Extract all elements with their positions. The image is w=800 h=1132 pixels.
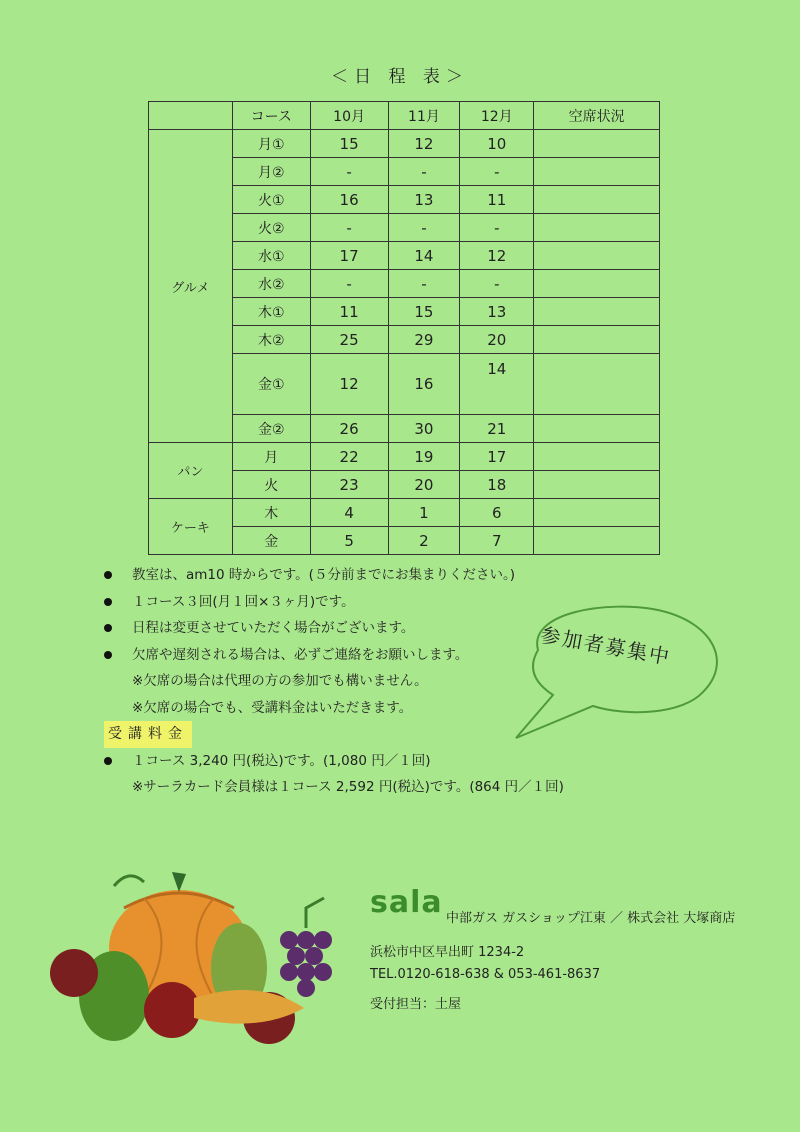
vacancy-cell: [534, 270, 660, 298]
oct-cell: 11: [310, 298, 388, 326]
dec-cell: 13: [460, 298, 534, 326]
day-cell: 金: [232, 527, 310, 555]
footer: [370, 885, 736, 1019]
fee-member: ※サーラカード会員様は１コース 2,592 円(税込)です。(864 円／１回): [132, 779, 564, 795]
bullet-icon: [104, 651, 112, 659]
dec-cell: -: [460, 214, 534, 242]
header-blank: [149, 102, 233, 130]
nov-cell: -: [388, 270, 460, 298]
vacancy-cell: [534, 499, 660, 527]
day-cell: 火②: [232, 214, 310, 242]
table-row: [149, 499, 660, 527]
oct-cell: 15: [310, 130, 388, 158]
vacancy-cell: [534, 186, 660, 214]
oct-cell: -: [310, 270, 388, 298]
header-nov: 11月: [388, 102, 460, 130]
nov-cell: 29: [388, 326, 460, 354]
nov-cell: 2: [388, 527, 460, 555]
oct-cell: 16: [310, 186, 388, 214]
oct-cell: 23: [310, 471, 388, 499]
vacancy-cell: [534, 527, 660, 555]
header-vacancy: 空席状況: [534, 102, 660, 130]
contact-person: 受付担当：土屋: [370, 997, 462, 1012]
table-row: [149, 130, 660, 158]
dec-cell: 21: [460, 415, 534, 443]
vacancy-cell: [534, 443, 660, 471]
oct-cell: 5: [310, 527, 388, 555]
nov-cell: 14: [388, 242, 460, 270]
day-cell: 木: [232, 499, 310, 527]
dec-cell: 14: [460, 354, 534, 415]
oct-cell: -: [310, 158, 388, 186]
recruiting-text: 参加者募集中: [538, 622, 673, 670]
nov-cell: 30: [388, 415, 460, 443]
company-name: 中部ガス ガスショップ江東 ／ 株式会社 大塚商店: [446, 911, 736, 926]
category-cake: ケーキ: [149, 499, 233, 555]
day-cell: 金①: [232, 354, 310, 415]
vacancy-cell: [534, 242, 660, 270]
nov-cell: 20: [388, 471, 460, 499]
day-cell: 火①: [232, 186, 310, 214]
header-course: コース: [232, 102, 310, 130]
day-cell: 月①: [232, 130, 310, 158]
dec-cell: -: [460, 270, 534, 298]
oct-cell: 4: [310, 499, 388, 527]
bullet-icon: [104, 598, 112, 606]
note-course-count: １コース３回(月１回×３ヶ月)です。: [104, 589, 192, 616]
nov-cell: 1: [388, 499, 460, 527]
dec-cell: -: [460, 158, 534, 186]
vacancy-cell: [534, 214, 660, 242]
nov-cell: 16: [388, 354, 460, 415]
dec-cell: 12: [460, 242, 534, 270]
day-cell: 金②: [232, 415, 310, 443]
schedule-table: [148, 101, 660, 555]
day-cell: 火: [232, 471, 310, 499]
header-dec: 12月: [460, 102, 534, 130]
oct-cell: 12: [310, 354, 388, 415]
vacancy-cell: [534, 158, 660, 186]
note-absence-fee: ※欠席の場合でも、受講料金はいただきます。: [132, 699, 413, 716]
oct-cell: 17: [310, 242, 388, 270]
fee-heading: [104, 721, 192, 748]
fruit-illustration-icon: [44, 868, 364, 1048]
note-absence: 欠席や遅刻される場合は、必ずご連絡をお願いします。: [104, 642, 192, 669]
vacancy-cell: [534, 471, 660, 499]
nov-cell: 13: [388, 186, 460, 214]
vacancy-cell: [534, 130, 660, 158]
nov-cell: 12: [388, 130, 460, 158]
nov-cell: 15: [388, 298, 460, 326]
nov-cell: -: [388, 158, 460, 186]
fee-label: 受講料金: [104, 721, 192, 748]
dec-cell: 20: [460, 326, 534, 354]
table-row: [149, 443, 660, 471]
note-start-time: 教室は、am10 時からです。(５分前までにお集まりください。): [104, 562, 192, 589]
day-cell: 木①: [232, 298, 310, 326]
day-cell: 水②: [232, 270, 310, 298]
header-oct: 10月: [310, 102, 388, 130]
vacancy-cell: [534, 326, 660, 354]
note-schedule-change: 日程は変更させていただく場合がございます。: [104, 615, 192, 642]
table-header-row: [149, 102, 660, 130]
day-cell: 月: [232, 443, 310, 471]
vacancy-cell: [534, 354, 660, 415]
logo-row: [370, 885, 736, 927]
address: 浜松市中区早出町 1234-2: [370, 945, 525, 960]
telephone: TEL.0120-618-638 & 053-461-8637: [370, 967, 601, 982]
dec-cell: 10: [460, 130, 534, 158]
day-cell: 水①: [232, 242, 310, 270]
oct-cell: -: [310, 214, 388, 242]
day-cell: 木②: [232, 326, 310, 354]
bullet-icon: [104, 571, 112, 579]
dec-cell: 18: [460, 471, 534, 499]
day-cell: 月②: [232, 158, 310, 186]
nov-cell: -: [388, 214, 460, 242]
dec-cell: 7: [460, 527, 534, 555]
dec-cell: 6: [460, 499, 534, 527]
oct-cell: 25: [310, 326, 388, 354]
note-absence-proxy: ※欠席の場合は代理の方の参加でも構いません。: [132, 673, 428, 689]
category-gourmet: グルメ: [149, 130, 233, 443]
vacancy-cell: [534, 298, 660, 326]
fee-standard: １コース 3,240 円(税込)です。(1,080 円／１回): [104, 748, 192, 775]
speech-bubble-icon: [498, 592, 728, 752]
nov-cell: 19: [388, 443, 460, 471]
vacancy-cell: [534, 415, 660, 443]
dec-cell: 17: [460, 443, 534, 471]
bullet-icon: [104, 624, 112, 632]
dec-cell: 11: [460, 186, 534, 214]
oct-cell: 26: [310, 415, 388, 443]
notes-section: [104, 562, 564, 801]
category-bread: パン: [149, 443, 233, 499]
page-title: ＜日 程 表＞: [331, 67, 469, 87]
oct-cell: 22: [310, 443, 388, 471]
sala-logo: sala: [370, 885, 443, 920]
bullet-icon: [104, 757, 112, 765]
